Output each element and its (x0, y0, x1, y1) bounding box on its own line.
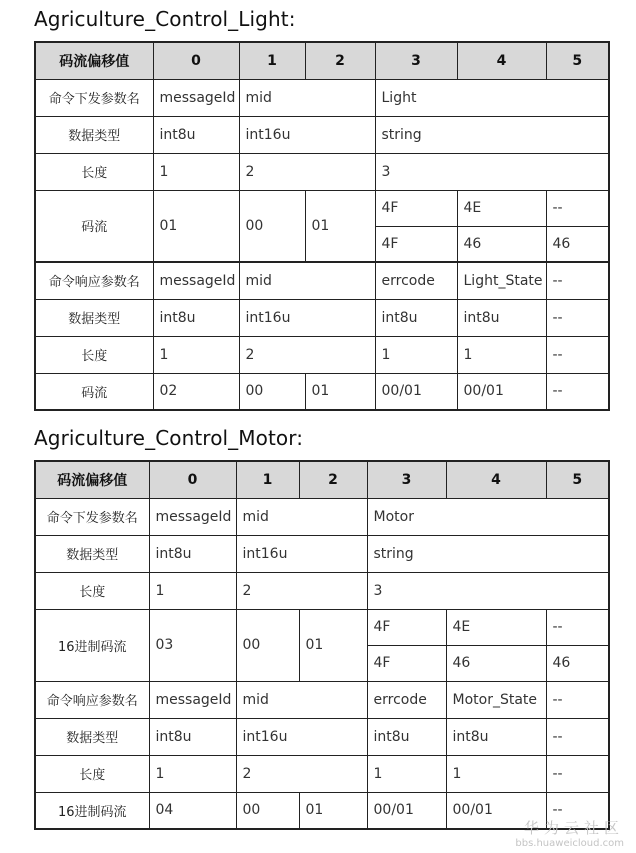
cmd-types-row (35, 116, 609, 153)
cell: int8u (149, 535, 236, 572)
cell: int16u (239, 116, 375, 153)
cmd-lens-row (35, 572, 609, 609)
header-col-2: 2 (299, 461, 367, 498)
cell: -- (546, 190, 609, 226)
header-col-0: 0 (149, 461, 236, 498)
watermark (515, 817, 624, 849)
cell: 01 (305, 190, 375, 262)
cell: -- (546, 755, 609, 792)
resp-types-row (35, 718, 609, 755)
cmd-types-row (35, 535, 609, 572)
cell: 00 (239, 373, 305, 410)
cell: 2 (239, 336, 375, 373)
cell: mid (239, 79, 375, 116)
resp-fields-row (35, 262, 609, 299)
cell: 4E (457, 190, 546, 226)
cell: 00 (236, 792, 299, 829)
header-col-4: 4 (457, 42, 546, 79)
cell: 01 (299, 792, 367, 829)
cell: 1 (153, 336, 239, 373)
cell: 00 (239, 190, 305, 262)
cell: mid (239, 262, 375, 299)
header-col-5: 5 (546, 461, 609, 498)
cell: string (375, 116, 609, 153)
header-offset: 码流偏移值 (35, 42, 153, 79)
cell: 00/01 (457, 373, 546, 410)
cell: 46 (457, 226, 546, 262)
cell: messageId (153, 262, 239, 299)
row-label: 码流 (35, 190, 153, 262)
cell: 4F (375, 190, 457, 226)
cell: 46 (546, 645, 609, 681)
header-row (35, 461, 609, 498)
header-col-3: 3 (367, 461, 446, 498)
cell: 4E (446, 609, 546, 645)
row-label: 数据类型 (35, 718, 149, 755)
cell: int16u (236, 535, 367, 572)
watermark-text: 华为云社区 (523, 819, 624, 837)
cmd-stream-row-1 (35, 609, 609, 645)
header-offset: 码流偏移值 (35, 461, 149, 498)
cell: -- (546, 299, 609, 336)
cell: 00/01 (375, 373, 457, 410)
cell: 00/01 (446, 792, 546, 829)
cell: 3 (375, 153, 609, 190)
resp-lens-row (35, 755, 609, 792)
cell: int8u (375, 299, 457, 336)
row-label: 命令下发参数名 (35, 79, 153, 116)
header-col-5: 5 (546, 42, 609, 79)
cell: messageId (149, 681, 236, 718)
cell: 03 (149, 609, 236, 681)
row-label: 数据类型 (35, 299, 153, 336)
section-title-motor: Agriculture_Control_Motor: (34, 426, 304, 450)
cmd-stream-row-1 (35, 190, 609, 226)
row-label: 长度 (35, 572, 149, 609)
cell: 46 (446, 645, 546, 681)
cell: int8u (457, 299, 546, 336)
cell: 2 (239, 153, 375, 190)
cell: int8u (446, 718, 546, 755)
resp-stream-row (35, 373, 609, 410)
section-title-light: Agriculture_Control_Light: (34, 7, 296, 31)
cell: 00 (236, 609, 299, 681)
cell: -- (546, 718, 609, 755)
row-label: 16进制码流 (35, 609, 149, 681)
cell: int16u (239, 299, 375, 336)
cell: int8u (367, 718, 446, 755)
cmd-fields-row (35, 79, 609, 116)
cell: 1 (367, 755, 446, 792)
header-col-0: 0 (153, 42, 239, 79)
cell: 2 (236, 755, 367, 792)
row-label: 命令响应参数名 (35, 681, 149, 718)
cell: int16u (236, 718, 367, 755)
resp-types-row (35, 299, 609, 336)
cell: Light_State (457, 262, 546, 299)
cell: -- (546, 609, 609, 645)
cell: 01 (305, 373, 375, 410)
cell: 1 (149, 572, 236, 609)
row-label: 命令响应参数名 (35, 262, 153, 299)
cell: errcode (367, 681, 446, 718)
cell: Motor_State (446, 681, 546, 718)
header-col-1: 1 (236, 461, 299, 498)
cell: 1 (446, 755, 546, 792)
cmd-lens-row (35, 153, 609, 190)
cell: Light (375, 79, 609, 116)
cell: -- (546, 373, 609, 410)
cell: messageId (149, 498, 236, 535)
cell: -- (546, 792, 609, 829)
header-col-2: 2 (305, 42, 375, 79)
cell: 01 (153, 190, 239, 262)
cell: mid (236, 681, 367, 718)
cell: 04 (149, 792, 236, 829)
row-label: 长度 (35, 336, 153, 373)
row-label: 16进制码流 (35, 792, 149, 829)
header-col-3: 3 (375, 42, 457, 79)
cell: int8u (149, 718, 236, 755)
cell: 00/01 (367, 792, 446, 829)
motor-protocol-table (34, 460, 610, 830)
row-label: 码流 (35, 373, 153, 410)
cell: 1 (375, 336, 457, 373)
header-col-4: 4 (446, 461, 546, 498)
cell: mid (236, 498, 367, 535)
row-label: 数据类型 (35, 116, 153, 153)
row-label: 命令下发参数名 (35, 498, 149, 535)
cell: 3 (367, 572, 609, 609)
light-protocol-table (34, 41, 610, 411)
cell: string (367, 535, 609, 572)
cell: 4F (375, 226, 457, 262)
cell: 01 (299, 609, 367, 681)
cell: 4F (367, 645, 446, 681)
watermark-url: bbs.huaweicloud.com (515, 838, 624, 849)
cell: int8u (153, 299, 239, 336)
row-label: 数据类型 (35, 535, 149, 572)
row-label: 长度 (35, 755, 149, 792)
header-row (35, 42, 609, 79)
cell: 1 (153, 153, 239, 190)
cell: -- (546, 336, 609, 373)
cell: 02 (153, 373, 239, 410)
cell: 4F (367, 609, 446, 645)
cell: errcode (375, 262, 457, 299)
cmd-fields-row (35, 498, 609, 535)
cell: -- (546, 262, 609, 299)
row-label: 长度 (35, 153, 153, 190)
cell: 1 (149, 755, 236, 792)
cell: 1 (457, 336, 546, 373)
cell: Motor (367, 498, 609, 535)
cell: 2 (236, 572, 367, 609)
cell: 46 (546, 226, 609, 262)
cell: int8u (153, 116, 239, 153)
resp-fields-row (35, 681, 609, 718)
cell: -- (546, 681, 609, 718)
resp-lens-row (35, 336, 609, 373)
header-col-1: 1 (239, 42, 305, 79)
cell: messageId (153, 79, 239, 116)
